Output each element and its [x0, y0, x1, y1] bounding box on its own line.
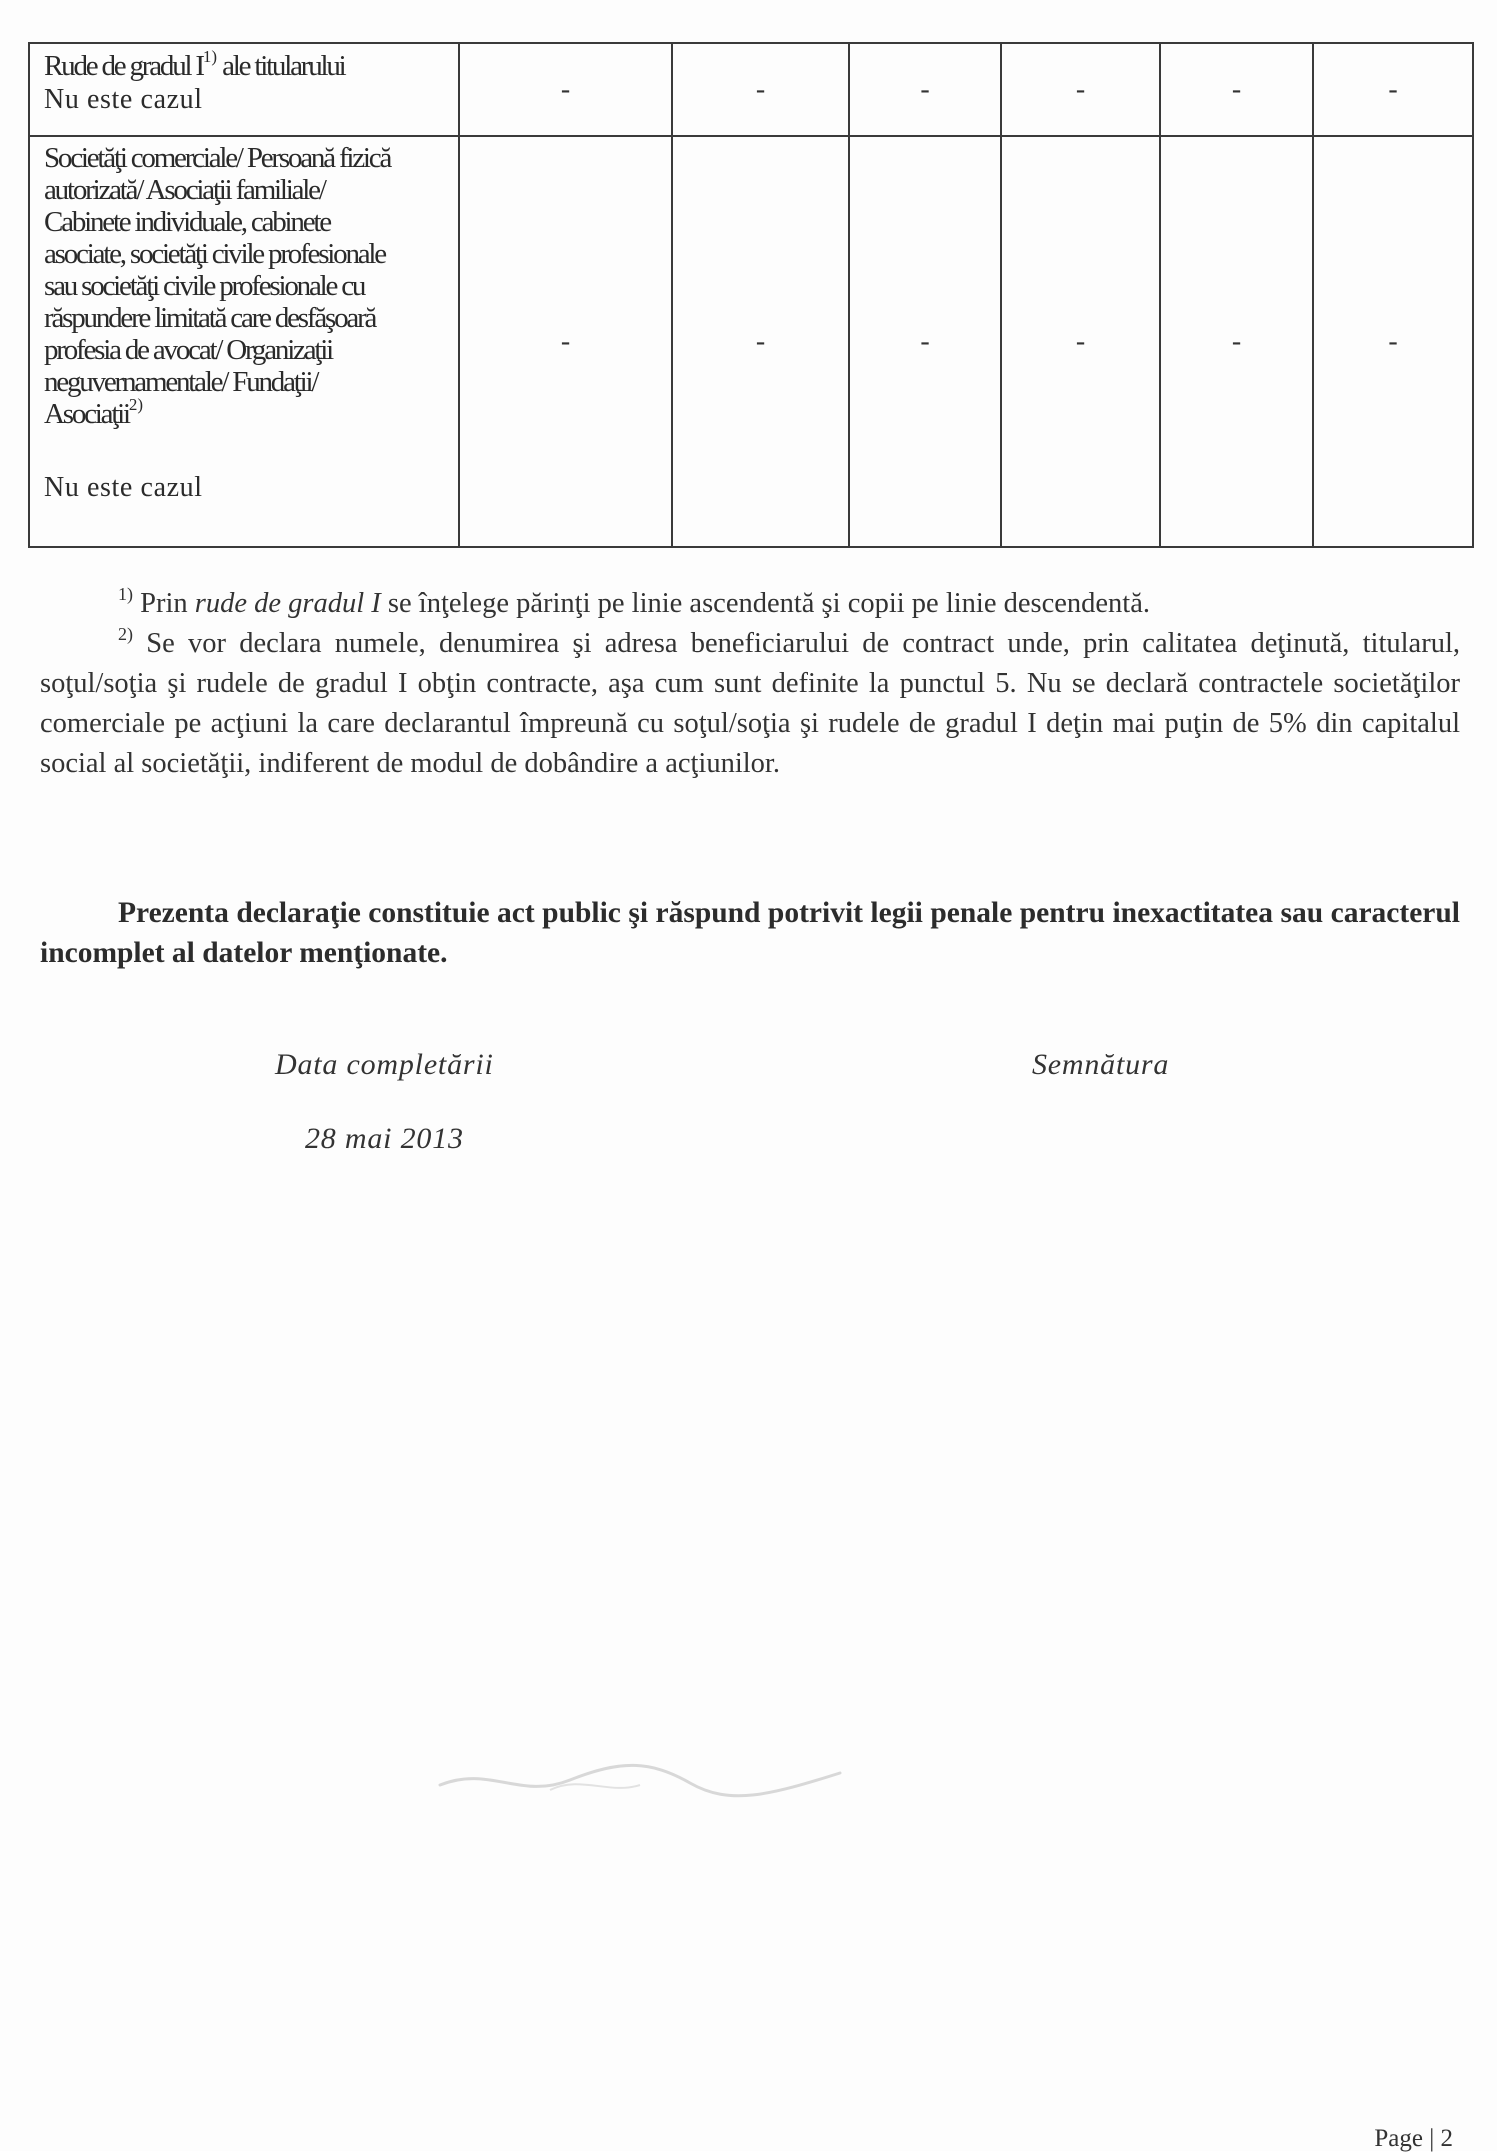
- table-cell: -: [1313, 136, 1473, 547]
- table-cell: -: [1313, 43, 1473, 136]
- table-cell: -: [1160, 136, 1313, 547]
- table-cell: -: [672, 136, 849, 547]
- row-label-cell: [29, 136, 459, 547]
- table-row: [29, 136, 1473, 547]
- contracts-table: [28, 42, 1474, 548]
- row-note: Nu este cazul: [44, 84, 203, 115]
- date-value: 28 mai 2013: [305, 1122, 464, 1155]
- table-cell: -: [672, 43, 849, 136]
- date-label: Data completării: [275, 1048, 494, 1081]
- row-label: Societăţi comerciale/ Persoană fizică autorizată/ Asociaţii familiale/ Cabinete individuale, cabinete asociate, societăţi civile profesionale sau societăţi civile profesionale cu răspundere limitată care desfăşoară profesia de avocat/ Organizaţii neguvernamentale/ Fundaţii/ Asociaţii$^{2)}$: [44, 142, 391, 430]
- table-cell: -: [459, 136, 672, 547]
- footnote-2: $^{2)}$ Se vor declara numele, denumirea şi adresa beneficiarului de contract unde, prin calitatea deţinută, titularul, soţul/soţia şi rudele de gradul I obţin contracte, aşa cum sunt definite la punctul 5. Nu se declară contractele societăţilor comerciale pe acţiuni la care declarantul împreună cu soţul/soţia şi rudele de gradul I deţin mai puţin de 5% din capitalul social al societăţii, indiferent de modul de dobândire a acţiunilor.: [40, 624, 1460, 779]
- declaration-statement: Prezenta declaraţie constituie act public şi răspund potrivit legii penale pentru inexactitatea sau caracterul incomplet al datelor menţionate.: [40, 897, 1460, 969]
- table-cell: -: [849, 43, 1001, 136]
- table-cell: -: [1001, 43, 1160, 136]
- footnotes: [40, 584, 1460, 784]
- table-cell: -: [849, 136, 1001, 547]
- page-number: Page | 2: [1374, 2125, 1453, 2152]
- table-cell: -: [1001, 136, 1160, 547]
- footnote-1: $^{1)}$ Prin rude de gradul I se înţelege părinţi pe linie ascendentă şi copii pe linie descendentă.: [118, 584, 1150, 619]
- table-cell: -: [1160, 43, 1313, 136]
- table-row: [29, 43, 1473, 136]
- signature-image: [430, 1745, 850, 1805]
- row-label: Rude de gradul I$^{1)}$ ale titularului: [44, 47, 345, 82]
- signature-label: Semnătura: [1032, 1048, 1170, 1081]
- row-note: Nu este cazul: [44, 472, 203, 503]
- table-cell: -: [459, 43, 672, 136]
- row-label-cell: [29, 43, 459, 136]
